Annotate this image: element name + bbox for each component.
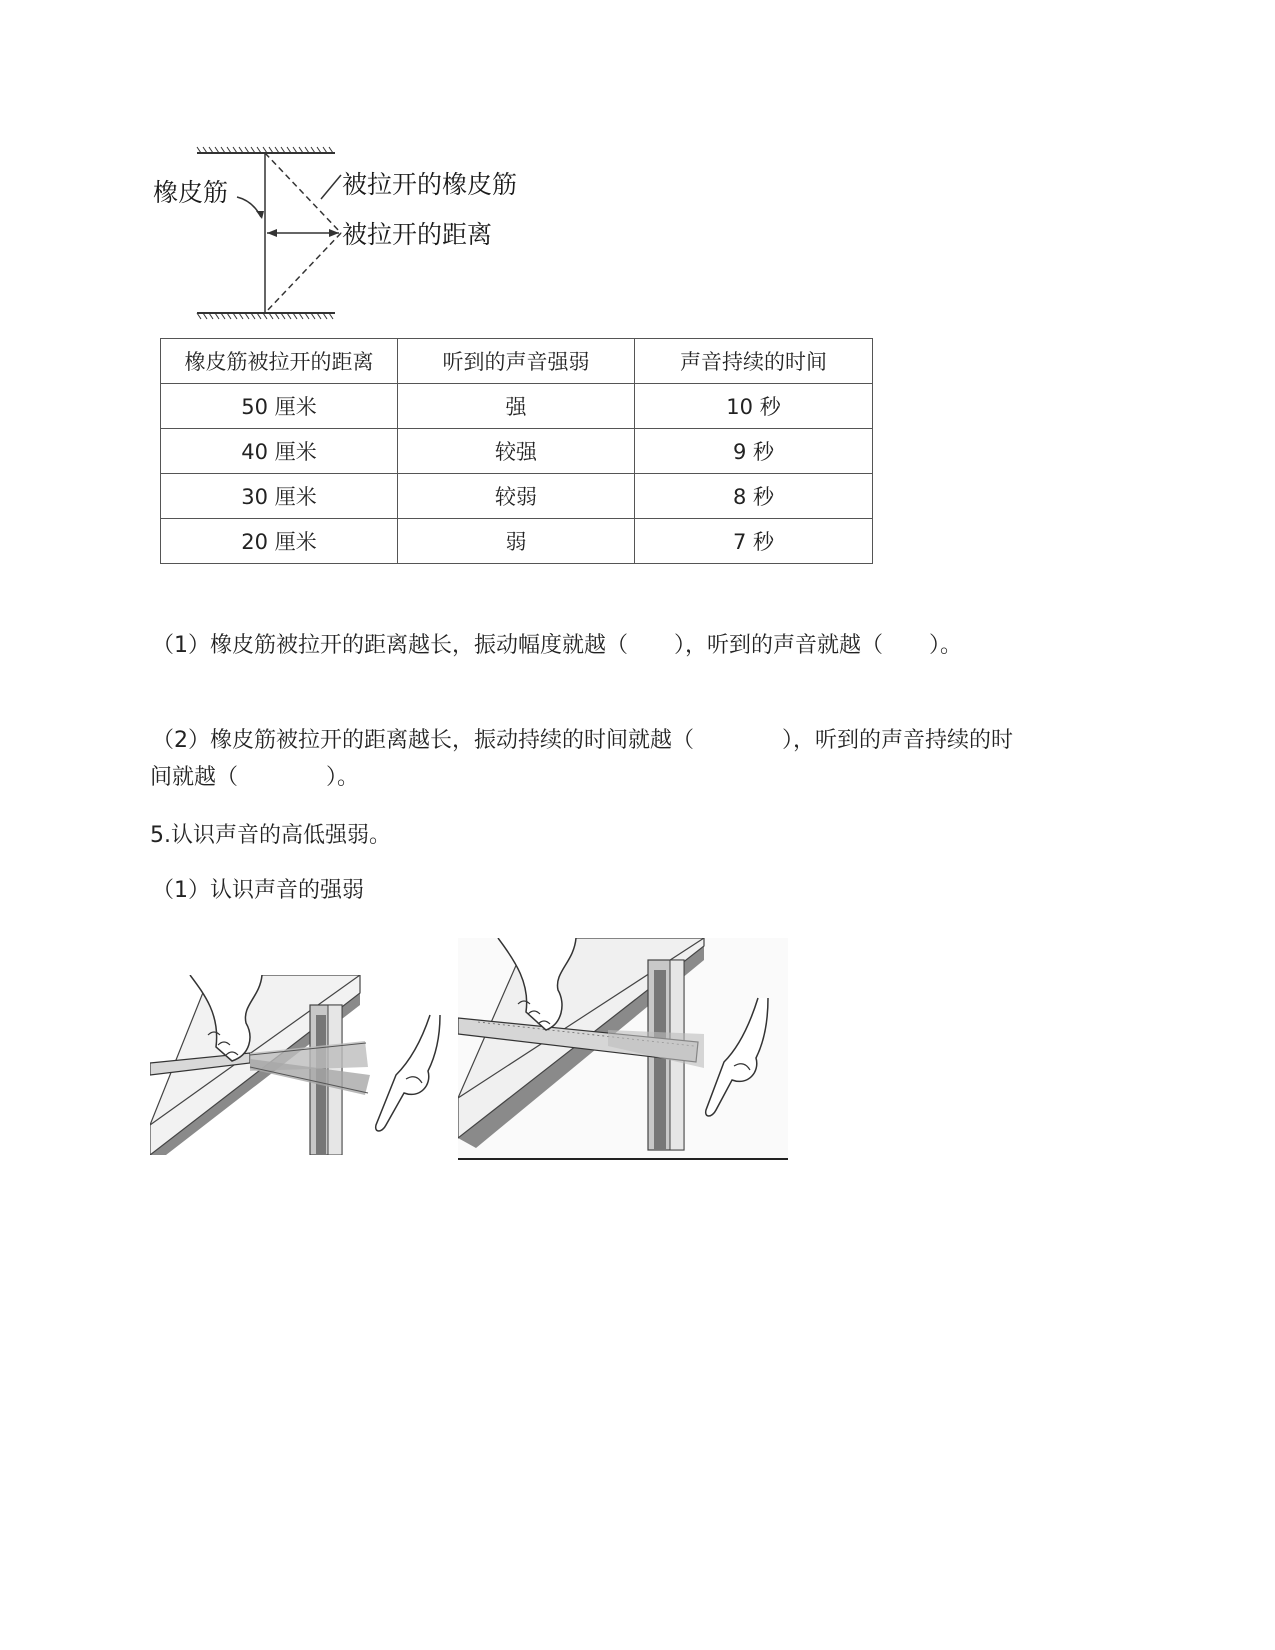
question-1 <box>152 628 962 664</box>
section-5-heading: 5.认识声音的高低强弱。 <box>150 823 391 848</box>
table-cell: 9 秒 <box>635 429 873 474</box>
ruler-vibration-illustration-1 <box>150 975 450 1155</box>
table-cell: 弱 <box>398 519 635 564</box>
table-cell: 8 秒 <box>635 474 873 519</box>
label-stretch-distance: 被拉开的距离 <box>342 220 493 249</box>
ruler-vibration-illustration-2 <box>458 938 788 1160</box>
rubber-band-data-table <box>160 338 873 564</box>
question-1-text-c: ）。 <box>929 633 963 658</box>
table-row <box>161 519 873 564</box>
table-cell: 较强 <box>398 429 635 474</box>
table-header-row <box>161 339 873 384</box>
subsection-1-heading: （1）认识声音的强弱 <box>152 878 364 903</box>
table-header-cell: 听到的声音强弱 <box>398 339 635 384</box>
question-1-text-a: （1）橡皮筋被拉开的距离越长，振动幅度就越（ <box>152 633 628 658</box>
question-2-text-d: ）。 <box>326 765 360 790</box>
table-row <box>161 474 873 519</box>
question-2-line-1 <box>152 723 1013 759</box>
table-row <box>161 384 873 429</box>
table-cell: 30 厘米 <box>161 474 398 519</box>
label-stretched-band: 被拉开的橡皮筋 <box>342 170 518 199</box>
question-2-line-2 <box>150 760 359 796</box>
question-1-text-b: ），听到的声音就越（ <box>674 633 884 658</box>
table-cell: 50 厘米 <box>161 384 398 429</box>
label-rubber-band: 橡皮筋 <box>153 178 229 207</box>
question-2-text-a: （2）橡皮筋被拉开的距离越长，振动持续的时间就越（ <box>152 728 694 753</box>
table-row <box>161 429 873 474</box>
question-2-text-c: 间就越（ <box>150 765 239 790</box>
table-header-cell: 橡皮筋被拉开的距离 <box>161 339 398 384</box>
table-cell: 强 <box>398 384 635 429</box>
rubber-band-diagram <box>145 145 565 325</box>
table-header-cell: 声音持续的时间 <box>635 339 873 384</box>
table-cell: 7 秒 <box>635 519 873 564</box>
table-cell: 较弱 <box>398 474 635 519</box>
table-cell: 10 秒 <box>635 384 873 429</box>
table-cell: 20 厘米 <box>161 519 398 564</box>
table-cell: 40 厘米 <box>161 429 398 474</box>
question-2-text-b: ），听到的声音持续的时 <box>782 728 1014 753</box>
